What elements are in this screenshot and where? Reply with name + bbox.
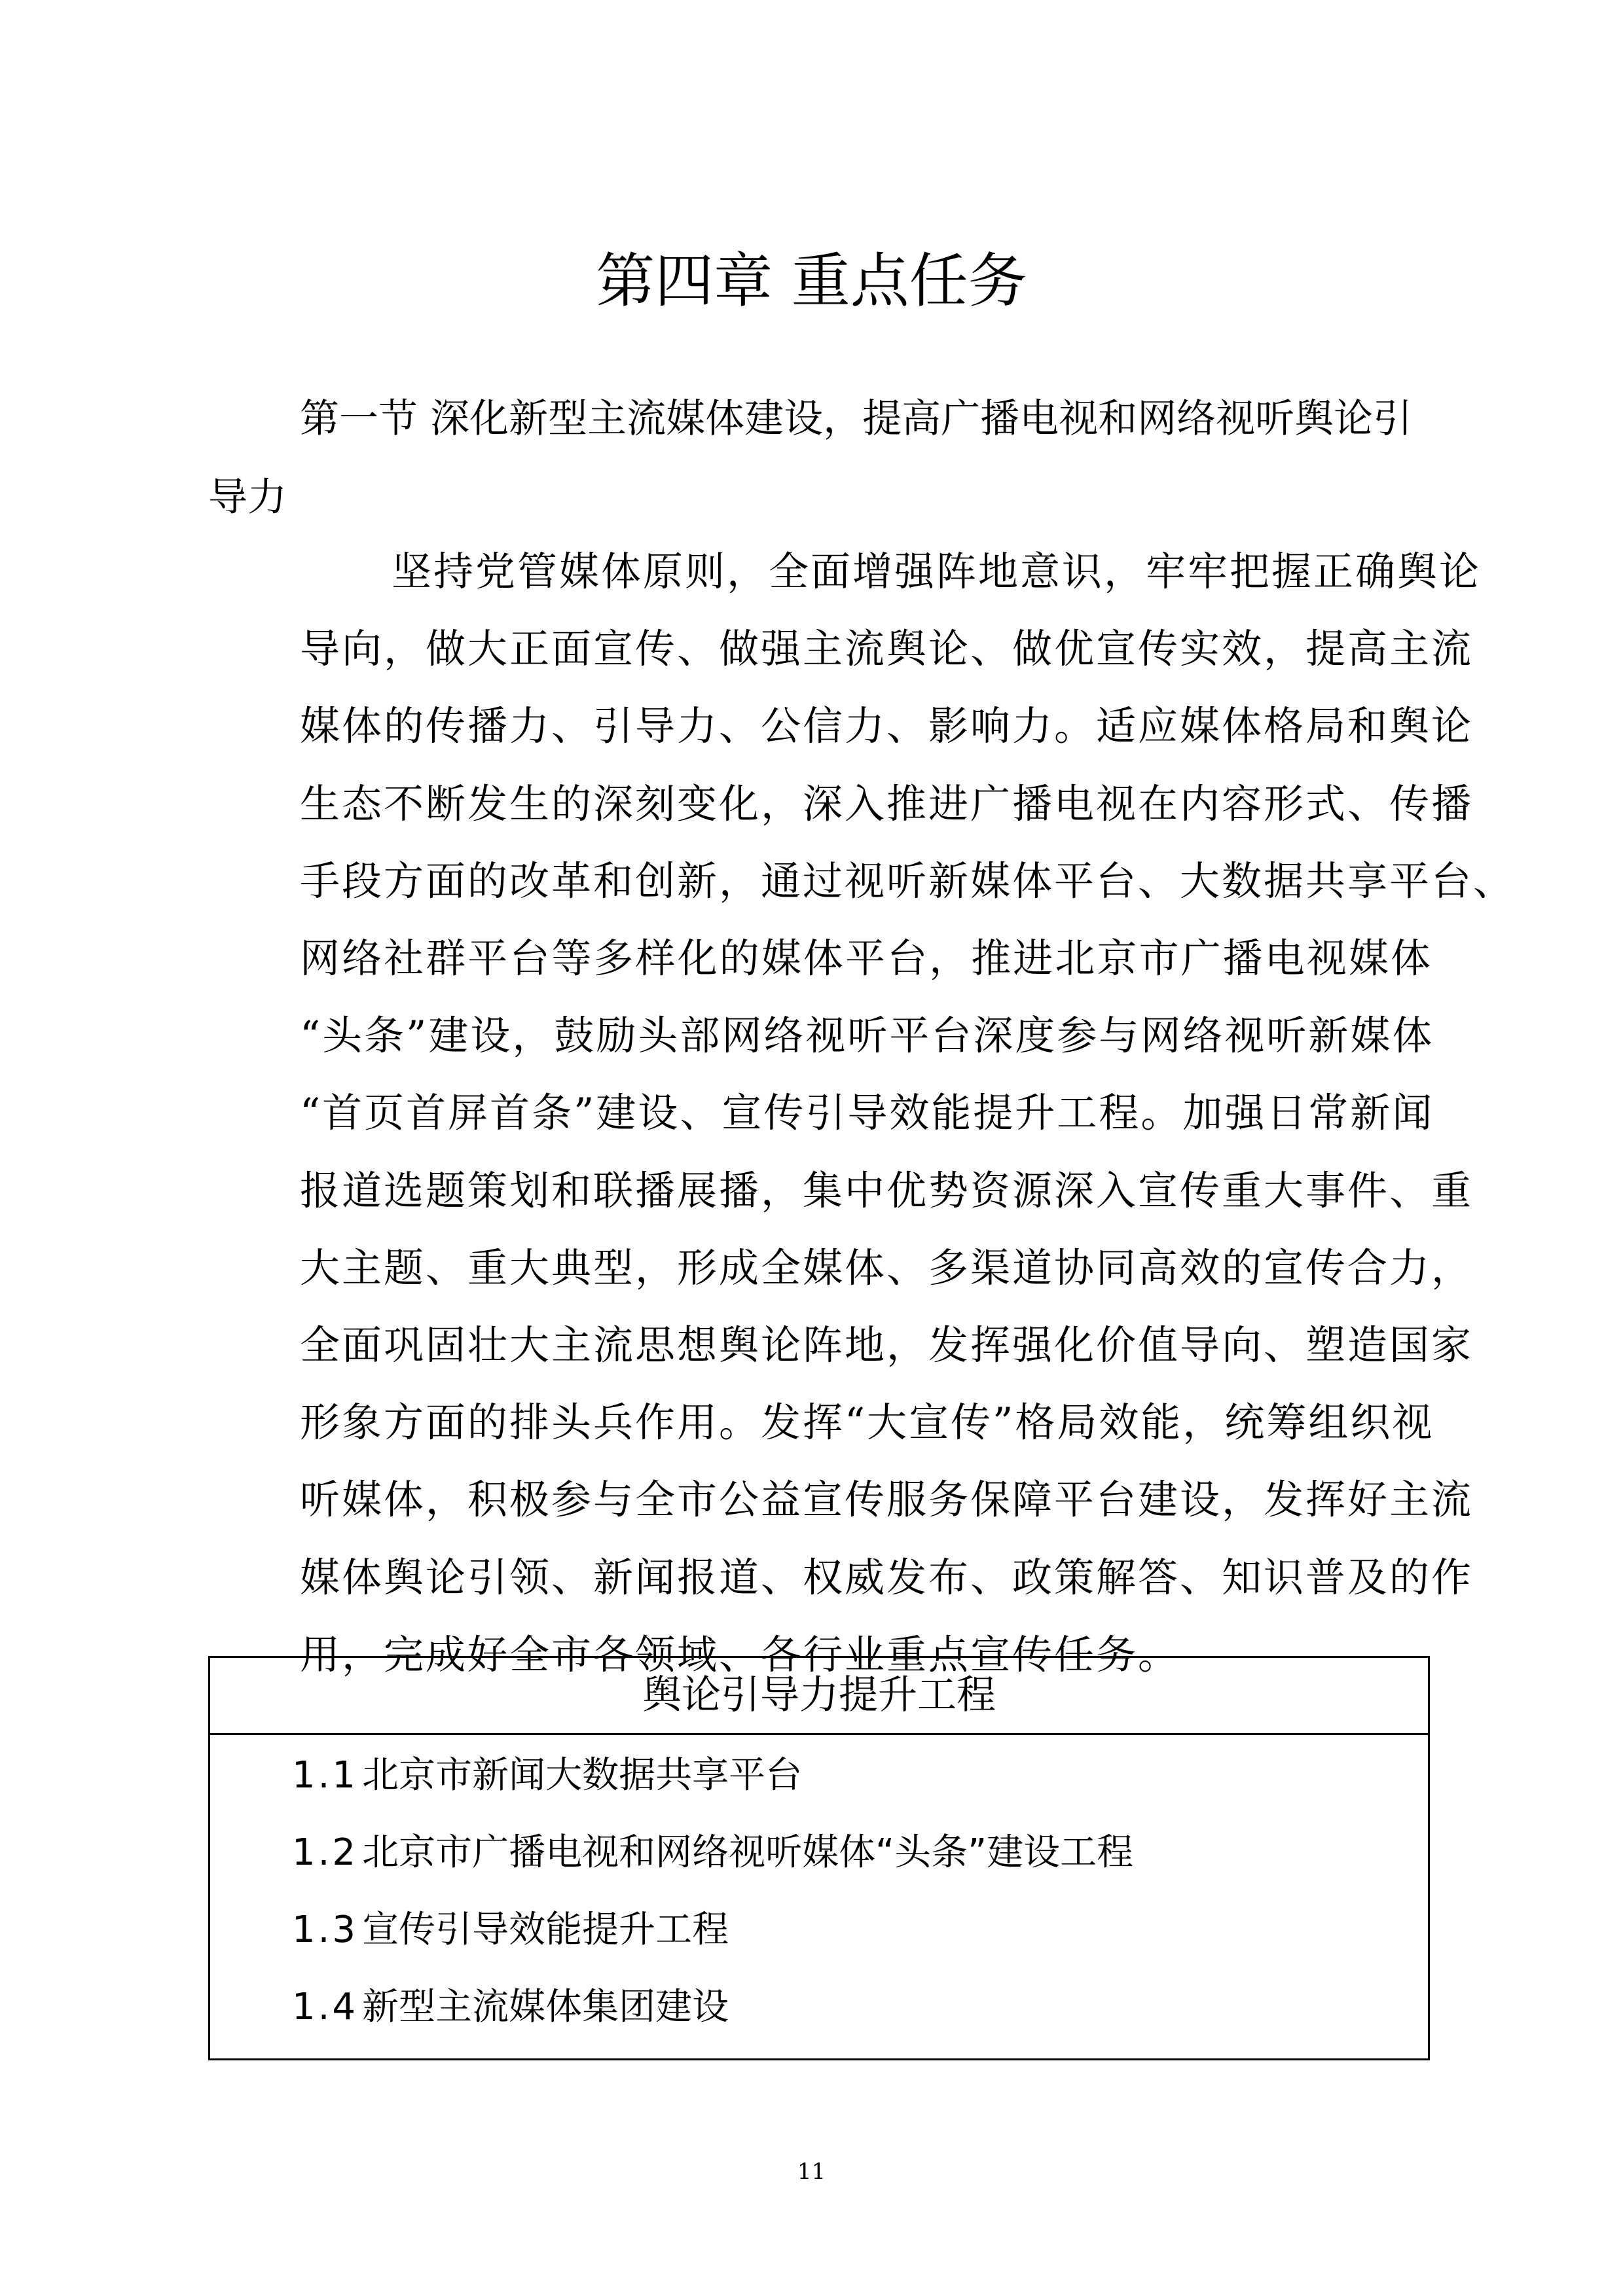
page-number: 11 [797,2159,826,2185]
body-line: 媒体舆论引领、新闻报道、权威发布、政策解答、知识普及的作 [300,1554,1474,1601]
body-line: 媒体的传播力、引导力、公信力、影响力。适应媒体格局和舆论 [300,703,1474,750]
project-box [208,1656,1430,2060]
body-line: “首页首屏首条”建设、宣传引导效能提升工程。加强日常新闻 [300,1090,1434,1137]
project-item-number: 1.4 [292,1986,359,2028]
project-box-title: 舆论引导力提升工程 [210,1658,1428,1735]
project-item [292,1827,1133,1879]
body-line: 网络社群平台等多样化的媒体平台，推进北京市广播电视媒体 [300,935,1432,982]
project-item-text: 新型主流媒体集团建设 [362,1986,729,2028]
project-item [292,1749,802,1802]
project-item-number: 1.2 [292,1831,359,1874]
body-line: 形象方面的排头兵作用。发挥“大宣传”格局效能，统筹组织视 [300,1399,1434,1446]
project-item-text: 北京市广播电视和网络视听媒体“头条”建设工程 [362,1831,1134,1874]
body-line: 听媒体，积极参与全市公益宣传服务保障平台建设，发挥好主流 [300,1477,1474,1524]
body-line: 用，完成好全市各领域、各行业重点宣传任务。 [300,1631,1180,1678]
body-line: 全面巩固壮大主流思想舆论阵地，发挥强化价值导向、塑造国家 [300,1322,1474,1369]
project-item-number: 1.3 [292,1909,359,1951]
section-heading: 第一节 深化新型主流媒体建设，提高广播电视和网络视听舆论引导力 [208,396,1413,520]
body-line: 大主题、重大典型，形成全媒体、多渠道协同高效的宣传合力， [300,1244,1474,1291]
body-paragraph [208,533,1516,1694]
project-item-text: 宣传引导效能提升工程 [362,1909,729,1951]
body-line: 生态不断发生的深刻变化，深入推进广播电视在内容形式、传播 [300,780,1474,827]
body-line: “头条”建设，鼓励头部网络视听平台深度参与网络视听新媒体 [300,1013,1434,1060]
project-item-text: 北京市新闻大数据共享平台 [362,1754,803,1797]
body-line: 导向，做大正面宣传、做强主流舆论、做优宣传实效，提高主流 [300,626,1474,673]
project-item [292,1904,729,1956]
body-line: 手段方面的改革和创新，通过视听新媒体平台、大数据共享平台、 [300,857,1516,905]
body-line: 坚持党管媒体原则，全面增强阵地意识，牢牢把握正确舆论 [392,548,1482,595]
project-item [292,1981,729,2034]
project-item-number: 1.1 [292,1754,359,1797]
body-line: 报道选题策划和联播展播，集中优势资源深入宣传重大事件、重 [300,1167,1474,1214]
chapter-title: 第四章 重点任务 [596,247,1027,316]
